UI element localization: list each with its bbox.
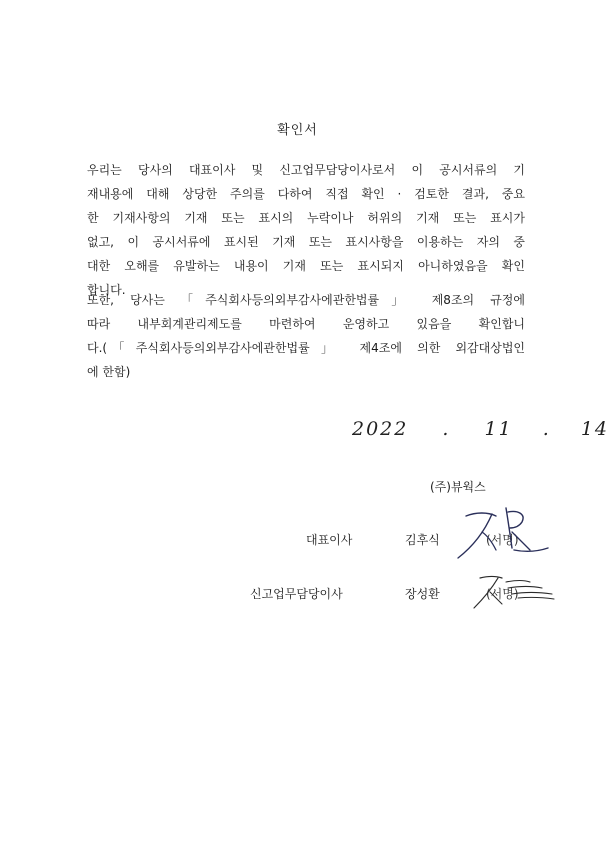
company-name: (주)뷰웍스: [430, 480, 486, 494]
date-year: 2022: [352, 418, 409, 440]
signature-placeholder: (서명): [486, 587, 519, 601]
document-title: 확인서: [277, 123, 318, 138]
paragraph-line: 또한, 당사는 「주식회사등의외부감사에관한법률」 제8조의 규정에: [87, 293, 525, 307]
paragraph-line: 다.(「주식회사등의외부감사에관한법률」 제4조에 의한 외감대상법인: [87, 341, 525, 355]
internal-control-paragraph: [87, 288, 525, 384]
handwritten-date: 2022 . 11 . 14: [352, 418, 609, 440]
paragraph-line: 한 기재사항의 기재 또는 표시의 누락이나 허위의 기재 또는 표시가: [87, 211, 525, 225]
paragraph-line: 없고, 이 공시서류에 표시된 기재 또는 표시사항을 이용하는 자의 중: [87, 235, 525, 249]
signer-name: 김후식: [405, 533, 440, 547]
paragraph-line: 재내용에 대해 상당한 주의를 다하여 직접 확인 · 검토한 결과, 중요: [87, 187, 525, 201]
signer-name: 장성환: [405, 587, 440, 601]
paragraph-line: 따라 내부회계관리제도를 마련하여 운영하고 있음을 확인합니: [87, 317, 525, 331]
signer-role: 대표이사: [306, 533, 353, 547]
confirmation-paragraph: [87, 158, 525, 302]
signer-row-disclosure-officer: [0, 585, 595, 609]
paragraph-line: 우리는 당사의 대표이사 및 신고업무담당이사로서 이 공시서류의 기: [87, 163, 525, 177]
signer-row-ceo: [0, 531, 595, 555]
signature-placeholder: (서명): [486, 533, 519, 547]
date-month: 11: [484, 418, 513, 440]
date-day: 14: [580, 418, 609, 440]
signer-role: 신고업무담당이사: [250, 587, 343, 601]
paragraph-line: 대한 오해를 유발하는 내용이 기재 또는 표시되지 아니하였음을 확인: [87, 259, 525, 273]
paragraph-line: 합니다.: [87, 283, 126, 297]
paragraph-line: 에 한함): [87, 365, 131, 379]
